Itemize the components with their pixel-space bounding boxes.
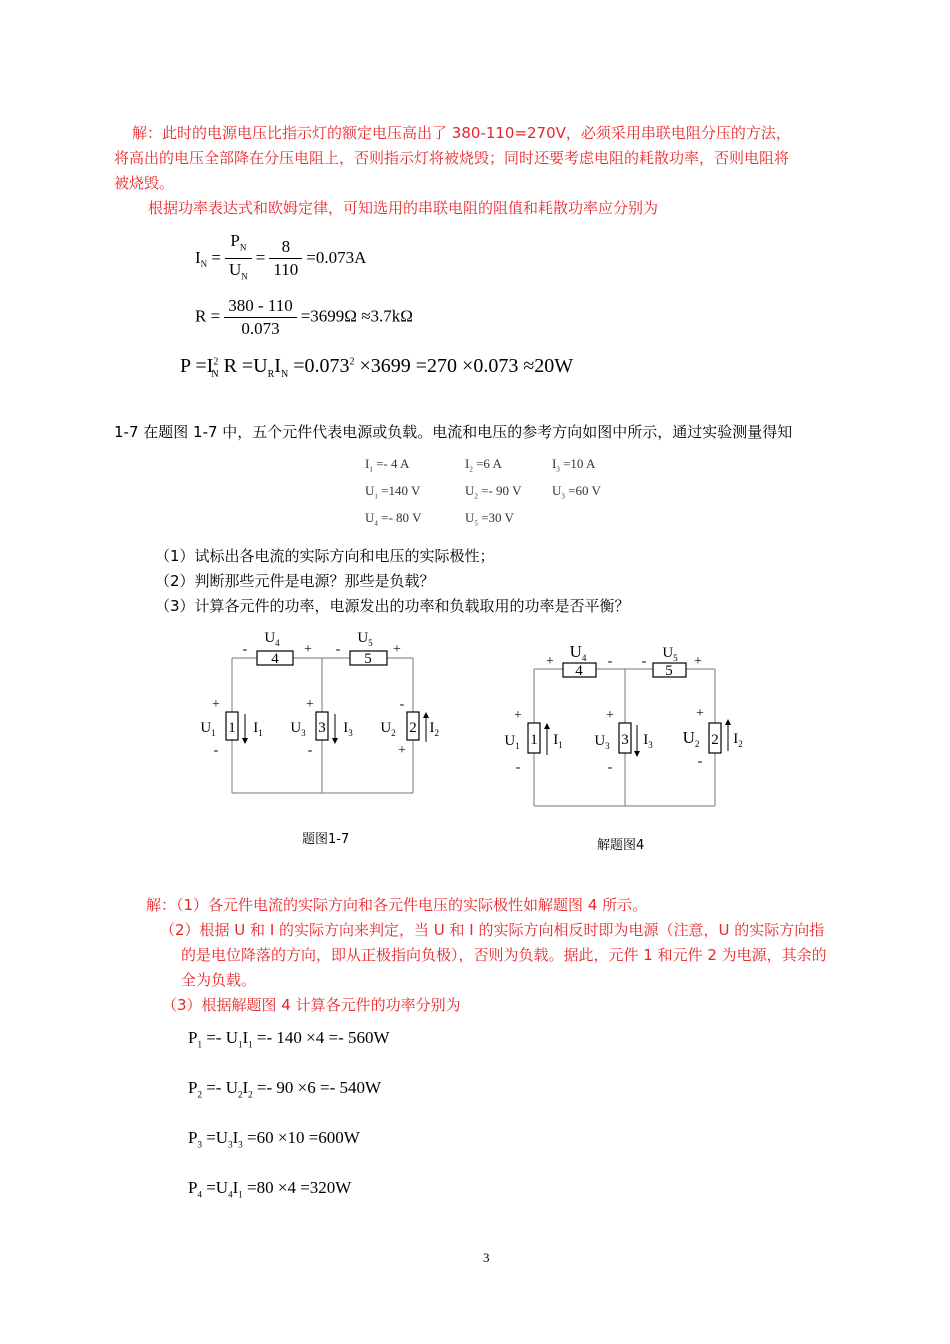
equation-r: R = $\frac{380 - 110}{0.073}$ =3699Ω ≈3.7kΩ: [195, 296, 413, 338]
solution-line-4: 根据功率表达式和欧姆定律，可知选用的串联电阻的阻值和耗散功率应分别为: [148, 199, 659, 217]
svg-text:+: +: [304, 642, 312, 657]
power-equation-p2: $P_2 =- U_2I_2 =- 90 \times 6 =- 540W$: [188, 1078, 382, 1100]
svg-text:+: +: [694, 654, 702, 669]
solution-line-2: 将高出的电压全部降在分压电阻上，否则指示灯将被烧毁；同时还要考虑电阻的耗散功率，否则电阻将: [114, 149, 790, 167]
svg-text:+: +: [696, 706, 704, 721]
svg-text:-: -: [697, 754, 703, 769]
svg-text:U3: $U_3$: [290, 720, 306, 738]
given-value: $I_1 =- 4$ A: [365, 456, 410, 474]
svg-text:I3: $I_3$: [643, 732, 653, 750]
svg-text:-: -: [335, 642, 341, 657]
answer-part-3: （3）根据解题图 4 计算各元件的功率分别为: [162, 996, 461, 1014]
svg-text:U4: $U_4$: [264, 630, 280, 648]
svg-text:U2: $U_2$: [682, 728, 700, 749]
svg-text:+: +: [546, 654, 554, 669]
power-equation-p3: $P_3 =U_3I_3 =60 \times 10 =600W$: [188, 1128, 360, 1150]
svg-text:+: +: [212, 697, 220, 712]
svg-text:3: 3: [621, 732, 629, 748]
svg-text:+: +: [393, 642, 401, 657]
svg-text:U3: $U_3$: [594, 733, 610, 751]
answer-part-2-line-3: 全为负载。: [181, 971, 257, 989]
element-3-label: 3: [318, 720, 326, 736]
circuit-solution-figure-4: [500, 635, 760, 815]
given-value: $I_2 =6$ A: [465, 456, 502, 474]
given-value: $U_1 =140$ V: [365, 483, 421, 501]
question-2: （2）判断那些元件是电源？那些是负载？: [155, 572, 435, 590]
element-1-label: 1: [228, 720, 236, 736]
svg-text:-: -: [641, 654, 647, 669]
svg-text:U5: $U_5$: [662, 645, 678, 663]
svg-text:+: +: [606, 708, 614, 723]
given-value: $I_3 =10$ A: [552, 456, 596, 474]
svg-text:U1: $U_1$: [504, 733, 520, 751]
figure-1-7-caption: 题图1-7: [302, 832, 350, 847]
svg-text:5: 5: [665, 663, 673, 679]
figure-4-caption: 解题图4: [597, 838, 645, 853]
circuit-figure-1-7: [190, 620, 439, 810]
given-value: $U_5 =30$ V: [465, 510, 514, 528]
answer-part-2-line-2: 的是电位降落的方向，即从正极指向负极），否则为负载。据此，元件 1 和元件 2 为电源，其余的: [181, 946, 827, 964]
equation-in: $I_N$ = $\frac{P_N}{U_N}$ = $\frac{8}{110}$ =0.073A: [195, 231, 367, 282]
svg-text:2: 2: [711, 732, 719, 748]
svg-text:I2: $I_2$: [733, 731, 743, 749]
svg-text:-: -: [399, 697, 405, 712]
power-equation-p1: $P_1 =- U_1I_1 =- 140 \times 4 =- 560W$: [188, 1028, 390, 1050]
svg-text:-: -: [515, 760, 521, 775]
given-value: $U_4 =- 80$ V: [365, 510, 422, 528]
svg-text:I1: $I_1$: [553, 732, 563, 750]
given-value: $U_2 =- 90$ V: [465, 483, 522, 501]
svg-text:1: 1: [530, 732, 538, 748]
element-4-label: 4: [271, 651, 279, 667]
problem-intro: 1-7 在题图 1-7 中，五个元件代表电源或负载。电流和电压的参考方向如图中所示，通过实验测量得知: [114, 423, 793, 441]
svg-text:+: +: [306, 697, 314, 712]
svg-text:-: -: [607, 760, 613, 775]
svg-text:+: +: [514, 708, 522, 723]
svg-text:U1: $U_1$: [200, 720, 216, 738]
svg-text:4: 4: [575, 663, 583, 679]
power-equation-p4: $P_4 =U_4I_1 =80 \times 4 =320W$: [188, 1178, 352, 1200]
svg-text:U2: $U_2$: [380, 720, 396, 738]
svg-text:-: -: [242, 642, 248, 657]
answer-part-2-line-1: （2）根据 U 和 I 的实际方向来判定，当 U 和 I 的实际方向相反时即为电源（注意，U 的实际方向指: [160, 921, 825, 939]
given-value: $U_3 =60$ V: [552, 483, 601, 501]
question-1: （1）试标出各电流的实际方向和电压的实际极性；: [155, 547, 495, 565]
svg-text:U5: $U_5$: [357, 630, 373, 648]
solution-line-3: 被烧毁。: [114, 174, 175, 192]
svg-text:I1: $I_1$: [253, 720, 263, 738]
solution-line-1: 解：此时的电源电压比指示灯的额定电压高出了 380-110=270V，必须采用串联电阻分压的方法，: [132, 124, 791, 142]
svg-text:+: +: [398, 743, 406, 758]
svg-text:I2: $I_2$: [429, 720, 439, 738]
svg-text:-: -: [213, 743, 219, 758]
equation-p: $P =I^2_N$ $R =U_RI_N =0.073^2 \times 3699 =270 \times 0.073 \approx 20W$: [180, 355, 574, 380]
question-3: （3）计算各元件的功率，电源发出的功率和负载取用的功率是否平衡？: [155, 597, 630, 615]
svg-text:U4: $U_4$: [569, 642, 587, 663]
svg-text:-: -: [607, 654, 613, 669]
element-2-label: 2: [409, 720, 417, 736]
page-number: 3: [483, 1250, 490, 1265]
svg-text:I3: $I_3$: [343, 720, 353, 738]
answer-part-1: 解：（1）各元件电流的实际方向和各元件电压的实际极性如解题图 4 所示。: [146, 896, 648, 914]
element-5-label: 5: [364, 651, 372, 667]
svg-text:-: -: [307, 743, 313, 758]
